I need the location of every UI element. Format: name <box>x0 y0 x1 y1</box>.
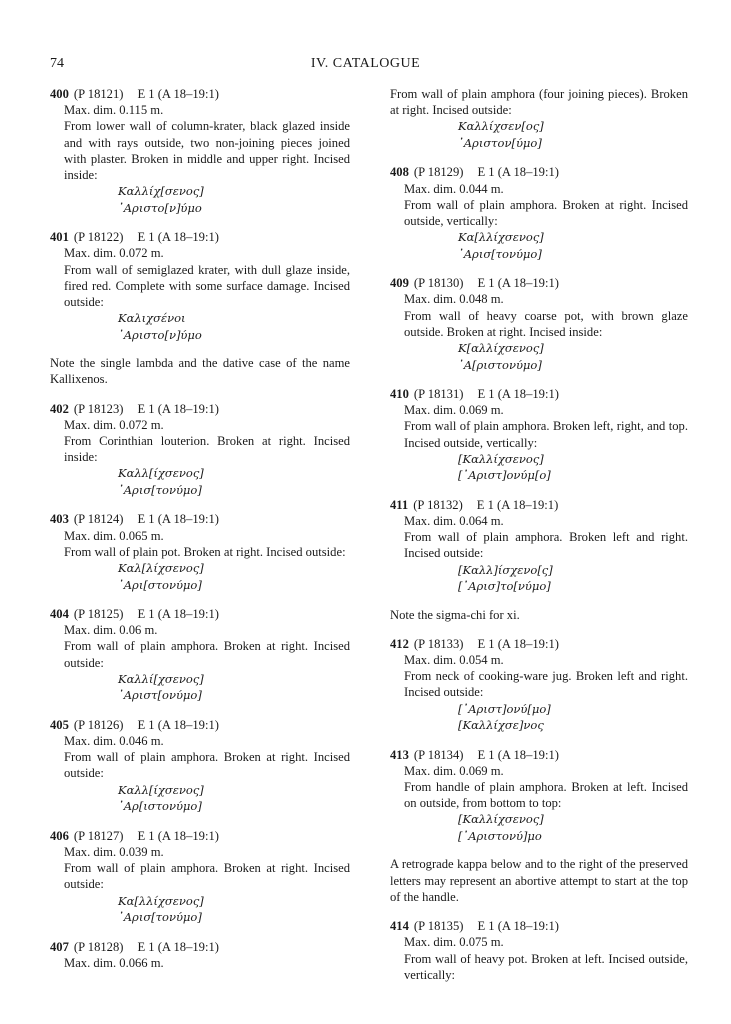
inscription-line: Κ[αλλίχσενος] <box>458 341 544 356</box>
entry-description: From wall of semiglazed krater, with dull glaze inside, fired red. Complete with some surface damage. Incised outside: <box>64 262 350 310</box>
entry-number: 405 <box>50 717 69 732</box>
entry-heading <box>390 386 688 402</box>
inscription-line: Καλιχσένοι <box>118 311 186 326</box>
entry-description: From wall of heavy pot. Broken at left. Incised outside, vertically: <box>404 951 688 982</box>
catalogue-entry <box>50 717 350 815</box>
inscription-line: Καλ[λίχσενος] <box>118 561 204 576</box>
max-dimension: Max. dim. 0.066 m. <box>64 955 164 970</box>
inscription-line: ᾿Αριστ[ονύμο] <box>118 688 202 703</box>
deposit-label: E 1 (A 18–19:1) <box>137 939 219 954</box>
inscription-line: [Καλλίχσενος] <box>458 812 544 827</box>
entry-heading <box>390 275 688 291</box>
inventory-number: (P 18129) <box>413 165 464 180</box>
max-dimension: Max. dim. 0.072 m. <box>64 417 164 432</box>
max-dimension: Max. dim. 0.065 m. <box>64 528 164 543</box>
inscription-line: [Καλλίχσενος] <box>458 451 544 466</box>
chapter-title: IV. CATALOGUE <box>310 56 421 71</box>
max-dimension: Max. dim. 0.069 m. <box>404 763 504 778</box>
catalogue-entry <box>50 511 350 593</box>
inventory-number: (P 18130) <box>413 276 464 291</box>
entry-number: 400 <box>50 87 69 101</box>
max-dimension: Max. dim. 0.06 m. <box>64 623 158 638</box>
entry-description: From wall of plain amphora. Broken left, right, and top. Incised outside, vertically: <box>404 419 688 450</box>
entry-note: Note the single lambda and the dative case of the name Kallixenos. <box>50 356 350 387</box>
entry-description: From wall of plain amphora. Broken at right. Incised outside: <box>64 639 350 670</box>
entry-number: 401 <box>50 230 69 245</box>
entry-number: 404 <box>50 607 69 622</box>
entry-number: 407 <box>50 939 69 954</box>
inscription-line: Καλλ[ίχσενος] <box>118 782 204 797</box>
max-dimension: Max. dim. 0.048 m. <box>404 292 504 307</box>
catalogue-entry-continuation <box>390 86 688 151</box>
inventory-number: (P 18125) <box>73 607 124 622</box>
entry-heading <box>50 401 350 417</box>
inventory-number: (P 18122) <box>73 230 124 245</box>
entry-heading <box>390 918 688 934</box>
deposit-label: E 1 (A 18–19:1) <box>137 828 219 843</box>
catalogue-entry <box>50 939 350 971</box>
inventory-number: (P 18123) <box>73 401 124 416</box>
entry-number: 409 <box>390 276 409 291</box>
catalogue-entry <box>50 401 350 499</box>
deposit-label: E 1 (A 18–19:1) <box>477 636 559 651</box>
inventory-number: (P 18132) <box>413 497 463 512</box>
inscription-line: ᾿Αριστο[ν]ύμο <box>118 327 202 342</box>
inscription-line: ᾿Αρ[ιστονύμο] <box>118 799 202 814</box>
inscription-line: [᾿Αρισ]το[νύμο] <box>458 579 551 594</box>
inscription-line: Κα[λλίχσενος] <box>458 230 544 245</box>
catalogue-entry <box>390 386 688 484</box>
deposit-label: E 1 (A 18–19:1) <box>477 747 559 762</box>
entry-description: From handle of plain amphora. Broken at left. Incised on outside, from bottom to top: <box>404 780 688 811</box>
max-dimension: Max. dim. 0.046 m. <box>64 734 164 749</box>
inscription-line: ᾿Αρισ[τονύμο] <box>118 482 202 497</box>
inscription-line: [Καλλίχσε]νος <box>458 718 544 733</box>
deposit-label: E 1 (A 18–19:1) <box>476 497 559 512</box>
entry-heading <box>50 229 350 245</box>
inventory-number: (P 18133) <box>413 636 464 651</box>
entry-heading <box>50 511 350 527</box>
inscription-line: ᾿Αρι[στονύμο] <box>118 577 202 592</box>
entry-heading <box>50 828 350 844</box>
catalogue-entry <box>50 828 350 926</box>
deposit-label: E 1 (A 18–19:1) <box>137 230 219 245</box>
inscription-line: [᾿Αριστ]ονύμ[ο] <box>458 468 551 483</box>
entry-heading <box>390 164 688 180</box>
inventory-number: (P 18121) <box>73 87 124 101</box>
max-dimension: Max. dim. 0.115 m. <box>64 103 164 118</box>
entry-number: 410 <box>390 387 409 402</box>
max-dimension: Max. dim. 0.075 m. <box>404 935 504 950</box>
entry-number: 402 <box>50 401 69 416</box>
inventory-number: (P 18135) <box>413 919 464 934</box>
catalogue-entry <box>390 747 688 905</box>
inscription-line: Καλλί[χσενος] <box>118 671 204 686</box>
deposit-label: E 1 (A 18–19:1) <box>137 607 219 622</box>
entry-number: 406 <box>50 828 69 843</box>
entry-description: From lower wall of column-krater, black glazed inside and with rays outside, two non-joining pieces joined with plaster. Broken in middle and upper right. Incised inside: <box>64 119 350 183</box>
deposit-label: E 1 (A 18–19:1) <box>477 387 559 402</box>
inscription-line: Καλλίχσεν[ος] <box>458 119 544 134</box>
catalogue-entry <box>50 229 350 387</box>
deposit-label: E 1 (A 18–19:1) <box>477 919 559 934</box>
right-column <box>390 86 688 996</box>
entry-note: Note the sigma-chi for xi. <box>390 607 520 622</box>
inscription-line: Κα[λλίχσενος] <box>118 893 204 908</box>
entry-number: 403 <box>50 512 69 527</box>
entry-description: From wall of plain amphora. Broken at right. Incised outside: <box>64 750 350 781</box>
entry-heading <box>390 636 688 652</box>
inventory-number: (P 18126) <box>73 717 124 732</box>
entry-description: From wall of plain amphora (four joining pieces). Broken at right. Incised outside: <box>390 87 688 118</box>
catalogue-entry <box>50 606 350 704</box>
inventory-number: (P 18134) <box>413 747 464 762</box>
inscription-line: ᾿Αρισ[τονύμο] <box>118 910 202 924</box>
inscription-line: [᾿Αριστ]ονύ[μο] <box>458 701 551 716</box>
deposit-label: E 1 (A 18–19:1) <box>137 512 219 527</box>
inscription-line: Καλλ[ίχσενος] <box>118 466 204 481</box>
inscription-line: ᾿Α[ριστονύμο] <box>458 357 542 372</box>
entry-description: From wall of heavy coarse pot, with brown glaze outside. Broken at right. Incised inside: <box>404 308 688 339</box>
entry-heading <box>50 86 350 102</box>
entry-number: 412 <box>390 636 409 651</box>
inscription-line: ᾿Αρισ[τονύμο] <box>458 246 542 261</box>
inventory-number: (P 18128) <box>73 939 124 954</box>
entry-number: 411 <box>390 497 409 512</box>
max-dimension: Max. dim. 0.069 m. <box>404 403 504 418</box>
entry-note: A retrograde kappa below and to the right of the preserved letters may represent an abortive attempt to start at the top of the handle. <box>390 857 688 904</box>
catalogue-entry <box>50 86 350 216</box>
inventory-number: (P 18131) <box>413 387 464 402</box>
inventory-number: (P 18127) <box>73 828 124 843</box>
entry-description: From wall of plain amphora. Broken at right. Incised outside, vertically: <box>404 197 688 229</box>
entry-description: From wall of plain amphora. Broken left and right. Incised outside: <box>404 530 688 561</box>
catalogue-entry <box>390 636 688 734</box>
inscription-line: Καλλίχ[σενος] <box>118 184 204 199</box>
catalogue-entry <box>390 918 688 983</box>
inscription-line: ᾿Αριστο[ν]ύμο <box>118 200 202 215</box>
max-dimension: Max. dim. 0.072 m. <box>64 246 164 261</box>
catalogue-entry <box>390 497 688 623</box>
left-column <box>50 86 350 984</box>
max-dimension: Max. dim. 0.064 m. <box>404 514 504 529</box>
inscription-line: ᾿Αριστον[ύμο] <box>458 135 542 150</box>
entry-description: From wall of plain amphora. Broken at right. Incised outside: <box>64 861 350 892</box>
entry-number: 413 <box>390 747 409 762</box>
inscription-line: [᾿Αριστονύ]μο <box>458 828 542 843</box>
max-dimension: Max. dim. 0.039 m. <box>64 844 164 859</box>
entry-description: From wall of plain pot. Broken at right. Incised outside: <box>64 544 346 559</box>
max-dimension: Max. dim. 0.054 m. <box>404 653 504 668</box>
entry-number: 414 <box>390 919 409 934</box>
page-number: 74 <box>50 56 64 71</box>
deposit-label: E 1 (A 18–19:1) <box>137 401 219 416</box>
entry-heading <box>50 939 350 955</box>
deposit-label: E 1 (A 18–19:1) <box>477 165 559 180</box>
max-dimension: Max. dim. 0.044 m. <box>404 181 504 196</box>
deposit-label: E 1 (A 18–19:1) <box>477 276 559 291</box>
entry-heading <box>390 497 688 513</box>
entry-number: 408 <box>390 165 409 180</box>
entry-heading <box>390 747 688 763</box>
entry-description: From neck of cooking-ware jug. Broken left and right. Incised outside: <box>404 669 688 700</box>
entry-description: From Corinthian louterion. Broken at right. Incised inside: <box>64 434 350 465</box>
inventory-number: (P 18124) <box>73 512 124 527</box>
catalogue-entry <box>390 164 688 262</box>
entry-heading <box>50 606 350 622</box>
entry-heading <box>50 717 350 733</box>
inscription-line: [Καλλ]ίσχενο[ς] <box>458 562 553 577</box>
deposit-label: E 1 (A 18–19:1) <box>137 87 219 101</box>
catalogue-entry <box>390 275 688 373</box>
deposit-label: E 1 (A 18–19:1) <box>137 717 219 732</box>
